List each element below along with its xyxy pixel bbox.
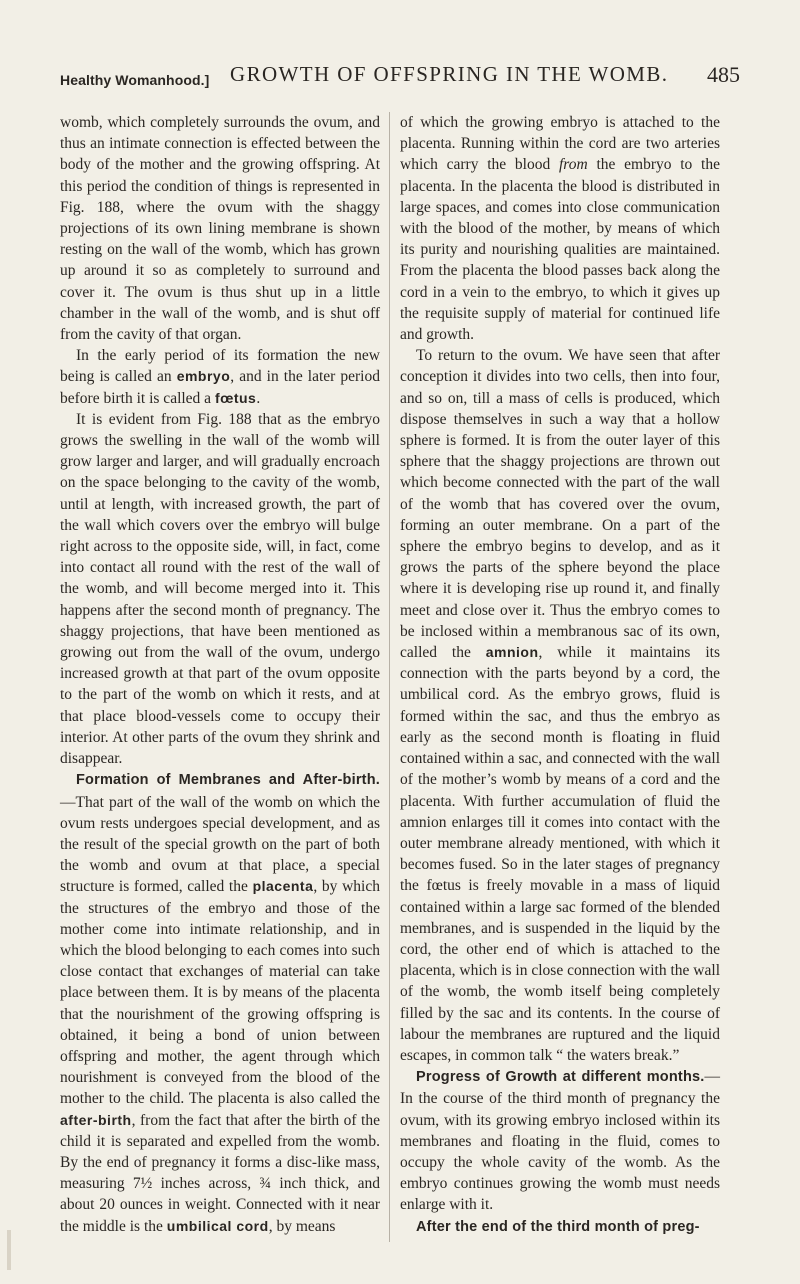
paragraph	[60, 769, 380, 1236]
paragraph: It is evident from Fig. 188 that as the embryo grows the swelling in the wall of the womb will grow larger and larger, and will gradually encroach on the space belonging to the cavity of the womb, until at length, with increased growth, the part of the wall which covers over the embryo will bulge right across to the opposite side, will, in fact, come into contact all round with the rest of the wall of the womb, and will become merged into it. This happens after the second month of pregnancy. The shaggy projections, that have been mentioned as growing out from the wall of the ovum, undergo increased growth at that part of the ovum opposite to the part of the womb on which it rests, and at that place blood-vessels come to occupy their interior. At other parts of the ovum they shrink and disappear.	[60, 410, 380, 768]
text-run: the embryo to the placenta. In the placenta the blood is distributed in large spaces, and comes into close communication with the blood of the mother, by means of which its purity and nourishing qualities are maintained. From the placenta the blood passes back along the cord in a vein to the embryo, to which it gives up the requisite supply of material for continued life and growth.	[400, 156, 720, 344]
text-run: —That part of the wall of the womb on which the ovum rests undergoes special development, and as the result of the special growth on the part of both the womb and ovum at that place, a special structure is formed, called the	[60, 793, 380, 896]
section-heading-after-third-month: After the end of the third month of preg-	[416, 1218, 700, 1235]
term-after-birth: after-birth	[60, 1111, 132, 1128]
term-embryo: embryo	[176, 368, 231, 385]
text-run: , by which the structures of the embryo and those of the mother come into intimate relationship, and in which the blood belonging to each comes into such close contact that exchanges of material can take place between them. It is by means of the placenta that the nourishment of the growing offspring is obtained, it being a bond of union between offspring and mother, the agent through which nourishment is conveyed from the blood of the mother to the child. The placenta is also called the	[60, 878, 380, 1108]
emphasis-from: from	[558, 156, 588, 174]
column-divider	[389, 112, 390, 1242]
paragraph	[400, 1216, 720, 1238]
left-column	[60, 112, 380, 1237]
paragraph	[400, 112, 720, 345]
term-umbilical-cord: umbilical cord	[166, 1217, 269, 1234]
page-number: 485	[707, 62, 740, 87]
section-heading-progress: Progress of Growth at different months.	[416, 1069, 705, 1086]
scan-edge-mark	[7, 1230, 11, 1270]
term-placenta: placenta	[252, 878, 314, 895]
section-heading-membranes: Formation of Membranes and After-birth.	[76, 772, 380, 789]
paragraph	[60, 345, 380, 409]
running-head-chapter-title: GROWTH OF OFFSPRING IN THE WOMB.	[230, 62, 669, 86]
text-run: , while it maintains its connection with the parts beyond by a cord, the umbilical cord. As the embryo grows, fluid is formed within the sac, and thus the embryo as early as the second month is floating in fluid contained within a sac, and connected with the wall of the mother’s womb by means of a cord and the placenta. With further accumulation of fluid the amnion enlarges till it comes into contact with the outer membrane already mentioned, with which it becomes fused. So in the later stages of pregnancy the fœtus is freely movable in a mass of liquid contained within a large sac formed of the blended membranes, and is suspended in the liquid by the cord, the other end of which is attached to the placenta, which is in close connection with the wall of the womb, the womb itself being completely filled by the sac and its contents. In the course of labour the membranes are ruptured and the liquid escapes, in common talk “ the waters break.”	[400, 644, 720, 1064]
paragraph	[400, 1066, 720, 1215]
text-run: , from the fact that after the birth of the child it is separated and expelled from the womb. By the end of pregnancy it forms a disc-like mass, measuring 7½ inches across, ¾ inch thick, and about 20 ounces in weight. Connected with it near the middle is the	[60, 1111, 380, 1235]
term-foetus: fœtus	[214, 389, 257, 406]
term-amnion: amnion	[485, 644, 539, 661]
text-run: To return to the ovum. We have seen that after conception it divides into two cells, then into four, and so on, till a mass of cells is produced, which dispose themselves in such a way that a hollow sphere is formed. It is from the outer layer of this sphere that the shaggy projections are thrown out which become connected with the part of the wall of the womb that has covered over the ovum, forming an outer membrane. On a part of the sphere the embryo begins to develop, and as it grows the parts of the sphere beyond the place where it is developing rise up round it, and finally meet and close over it. Thus the embryo comes to be inclosed within a membranous sac of its own, called the	[400, 347, 720, 662]
running-head-book-title: Healthy Womanhood.]	[60, 72, 210, 88]
text-columns	[60, 112, 740, 1242]
paragraph: womb, which completely surrounds the ovum, and thus an intimate connection is effected between the body of the mother and the growing offspring. At this period the condition of things is represented in Fig. 188, where the ovum with the shaggy projections of its own lining membrane is shown resting on the wall of the womb, which has grown up around it so as completely to surround and cover it. The ovum is thus shut up in a little chamber in the wall of the womb, and is shut off from the cavity of that organ.	[60, 114, 380, 344]
text-run: .	[256, 389, 261, 407]
text-run: In the early period of its formation the new being is called an	[60, 347, 380, 386]
right-column	[400, 112, 720, 1238]
text-run: , and in the later period before birth it is called a	[60, 368, 380, 407]
paragraph	[400, 345, 720, 1066]
text-run: —In the course of the third month of pregnancy the ovum, with its growing embryo inclosed within its membranes and floating in the fluid, comes to occupy the whole cavity of the womb. As the embryo continues growing the womb must needs enlarge with it.	[400, 1068, 720, 1214]
text-run: , by means	[268, 1217, 336, 1235]
text-run: of which the growing embryo is attached to the placenta. Running within the cord are two arteries which carry the blood	[400, 114, 720, 174]
running-head	[60, 62, 740, 92]
